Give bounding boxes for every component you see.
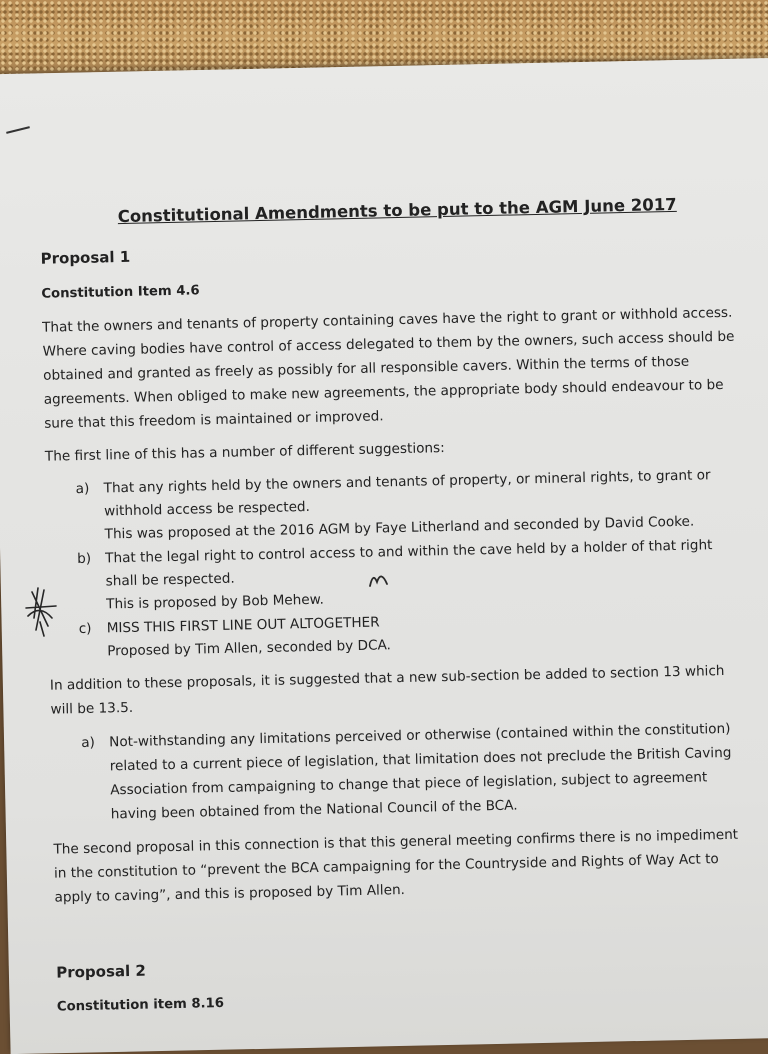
proposal-2-heading: Proposal 2	[56, 961, 146, 982]
handwritten-tick-mark	[368, 566, 392, 590]
subsection-line: Not-withstanding any limitations perceived or otherwise (contained within the constitution)	[109, 720, 731, 751]
body-line: sure that this freedom is maintained or improved.	[44, 408, 384, 432]
body-line: agreements. When obliged to make new agreements, the appropriate body should endeavour to be	[43, 376, 724, 408]
suggestion-line: shall be respected.	[105, 570, 235, 590]
list-marker: c)	[78, 620, 92, 638]
addition-line: will be 13.5.	[50, 699, 134, 718]
proposal-1-heading: Proposal 1	[40, 247, 131, 268]
document-title: Constitutional Amendments to be put to the AGM June 2017	[117, 194, 677, 227]
suggestion-line: That the legal right to control access to and within the cave held by a holder of that right	[105, 537, 713, 567]
body-line: obtained and granted as freely as possibly for all responsible cavers. Within the terms of those	[43, 353, 690, 384]
suggestion-line: Proposed by Tim Allen, seconded by DCA.	[107, 637, 392, 660]
list-marker: b)	[77, 550, 92, 568]
subsection-line: related to a current piece of legislation, that limitation does not preclude the British Caving	[109, 744, 732, 775]
suggestions-intro: The first line of this has a number of different suggestions:	[44, 440, 445, 465]
handwritten-initials-mark	[18, 582, 62, 638]
list-marker: a)	[75, 480, 90, 498]
suggestion-line: That any rights held by the owners and tenants of property, or mineral rights, to grant or	[103, 467, 711, 497]
second-proposal-line: in the constitution to “prevent the BCA campaigning for the Countryside and Rights of Way Act to	[53, 851, 719, 882]
list-marker: a)	[81, 734, 96, 752]
suggestion-line: This was proposed at the 2016 AGM by Faye Litherland and seconded by David Cooke.	[104, 513, 695, 543]
body-line: That the owners and tenants of property containing caves have the right to grant or withhold access.	[41, 304, 733, 336]
second-proposal-line: The second proposal in this connection is that this general meeting confirms there is no impediment	[53, 826, 739, 858]
suggestion-line: MISS THIS FIRST LINE OUT ALTOGETHER	[106, 614, 380, 637]
subsection-line: Association from campaigning to change that piece of legislation, subject to agreement	[110, 769, 708, 799]
body-line: Where caving bodies have control of access delegated to them by the owners, such access should be	[42, 328, 735, 360]
proposal-2-item: Constitution item 8.16	[56, 995, 225, 1015]
suggestion-line: This is proposed by Bob Mehew.	[106, 591, 325, 613]
suggestion-line: withhold access be respected.	[104, 498, 311, 520]
subsection-line: having been obtained from the National Council of the BCA.	[110, 797, 518, 823]
second-proposal-line: apply to caving”, and this is proposed by Tim Allen.	[54, 881, 406, 906]
addition-line: In addition to these proposals, it is suggested that a new sub-section be added to section 13 which	[49, 662, 725, 694]
proposal-1-item: Constitution Item 4.6	[41, 283, 200, 302]
